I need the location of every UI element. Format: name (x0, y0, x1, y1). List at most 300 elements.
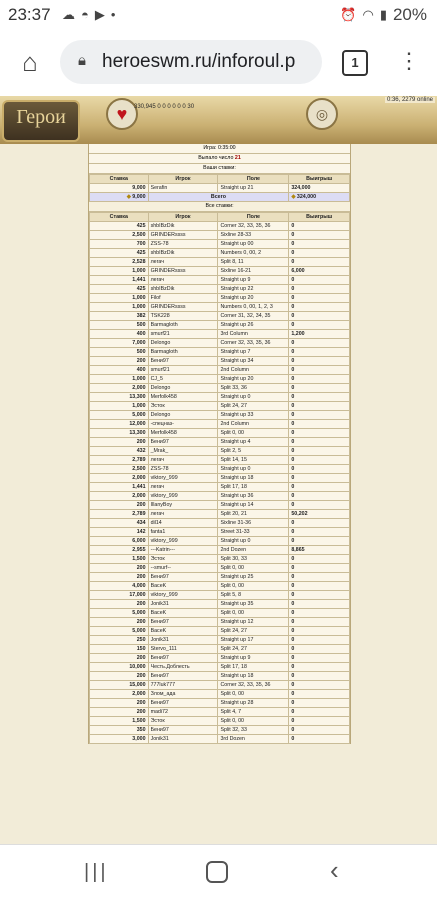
table-row (90, 321, 350, 330)
player-link[interactable]: Barmagloth (148, 321, 218, 330)
player-link[interactable]: Бени97 (148, 726, 218, 735)
table-cell: 5,000 (90, 609, 149, 618)
header-field: Поле (218, 213, 289, 222)
table-row (90, 312, 350, 321)
table-cell: Straight up 22 (218, 285, 289, 294)
table-row (90, 330, 350, 339)
menu-button[interactable] (398, 46, 420, 76)
table-cell: 5,000 (90, 627, 149, 636)
player-link[interactable]: shbIBzDik (148, 222, 218, 231)
table-cell: 200 (90, 564, 149, 573)
player-link[interactable]: Merfolk458 (148, 393, 218, 402)
table-cell: 12,000 (90, 420, 149, 429)
player-link[interactable]: Stervo_111 (148, 645, 218, 654)
table-cell: 0 (289, 285, 350, 294)
table-cell: 0 (289, 231, 350, 240)
your-bet-row: 9,000 Serafin Straight up 21 324,000 (90, 184, 350, 193)
header-bet: Ставка (90, 175, 149, 184)
table-cell: Straight up 33 (218, 411, 289, 420)
table-cell: 150 (90, 645, 149, 654)
player-link[interactable]: BaceK (148, 582, 218, 591)
table-cell: Street 31-33 (218, 528, 289, 537)
table-cell: 200 (90, 573, 149, 582)
player-link[interactable]: Бени97 (148, 672, 218, 681)
table-cell: Split 0, 00 (218, 717, 289, 726)
table-cell: 2,955 (90, 546, 149, 555)
player-link[interactable]: Эсток (148, 717, 218, 726)
table-cell: 400 (90, 330, 149, 339)
clock: 23:37 (8, 5, 51, 24)
player-link[interactable]: smurf21 (148, 366, 218, 375)
table-cell: Straight up 12 (218, 618, 289, 627)
table-cell: 0 (289, 636, 350, 645)
table-cell: Straight up 7 (218, 348, 289, 357)
table-row (90, 303, 350, 312)
table-cell: 0 (289, 645, 350, 654)
table-row (90, 636, 350, 645)
table-cell: 200 (90, 672, 149, 681)
table-cell: Straight up 00 (218, 240, 289, 249)
table-cell: Straight up 9 (218, 654, 289, 663)
table-row (90, 555, 350, 564)
table-cell: 0 (289, 717, 350, 726)
player-link[interactable]: Бени97 (148, 438, 218, 447)
player-link[interactable]: --smurf-- (148, 564, 218, 573)
table-cell: Split 0, 00 (218, 429, 289, 438)
table-row (90, 645, 350, 654)
table-cell: 2,000 (90, 492, 149, 501)
table-cell: Straight up 18 (218, 672, 289, 681)
table-row (90, 231, 350, 240)
table-cell: 50,202 (289, 510, 350, 519)
player-link[interactable]: Delongo (148, 384, 218, 393)
table-row (90, 564, 350, 573)
table-cell: 0 (289, 654, 350, 663)
table-row (90, 528, 350, 537)
table-cell: Corner 32, 33, 35, 36 (218, 339, 289, 348)
player-link[interactable]: Бени97 (148, 699, 218, 708)
game-header (0, 96, 437, 144)
player-link[interactable]: ---Katrin--- (148, 546, 218, 555)
table-row (90, 546, 350, 555)
player-link[interactable]: ZSS-78 (148, 465, 218, 474)
table-cell: Sixline 16-21 (218, 267, 289, 276)
table-row (90, 402, 350, 411)
cloud-icon: ☁ (62, 7, 75, 22)
table-cell: 0 (289, 582, 350, 591)
player-link[interactable]: легач (148, 510, 218, 519)
result-number: 21 (234, 155, 241, 161)
player-link[interactable]: GRINDERssss (148, 267, 218, 276)
table-cell: 0 (289, 357, 350, 366)
table-row (90, 627, 350, 636)
table-row (90, 474, 350, 483)
table-cell: Straight up 4 (218, 438, 289, 447)
table-cell: 0 (289, 690, 350, 699)
player-link[interactable]: GRINDERssss (148, 231, 218, 240)
player-link[interactable]: GRINDERssss (148, 303, 218, 312)
home-icon: ⌂ (22, 47, 38, 77)
table-cell: 0 (289, 276, 350, 285)
table-cell: 13,300 (90, 393, 149, 402)
header-player: Игрок (148, 213, 218, 222)
player-link[interactable]: Serafin (148, 184, 218, 193)
table-cell: 0 (289, 384, 350, 393)
table-cell: Straight up 17 (218, 636, 289, 645)
table-cell: 0 (289, 222, 350, 231)
table-cell: Corner 32, 33, 35, 36 (218, 681, 289, 690)
table-cell: Split 0, 00 (218, 564, 289, 573)
heart-icon[interactable]: ♥ (106, 98, 138, 130)
youtube-icon: ▶ (94, 7, 105, 22)
table-cell: 0 (289, 429, 350, 438)
home-button[interactable] (14, 46, 46, 78)
table-cell: 0 (289, 402, 350, 411)
table-row (90, 258, 350, 267)
player-link[interactable]: smurf21 (148, 330, 218, 339)
table-cell: Split 32, 33 (218, 726, 289, 735)
player-link[interactable]: fanta1 (148, 528, 218, 537)
table-cell: 4,000 (90, 582, 149, 591)
table-row (90, 249, 350, 258)
table-cell: 425 (90, 249, 149, 258)
table-cell: 5,000 (90, 411, 149, 420)
player-link[interactable]: Jonik31 (148, 636, 218, 645)
all-bets-table (89, 212, 350, 744)
your-bets-table (89, 174, 350, 202)
table-cell: 1,200 (289, 330, 350, 339)
your-bets-title: Ваши ставки: (89, 164, 350, 174)
table-cell: Split 14, 15 (218, 456, 289, 465)
table-cell: 6,000 (289, 267, 350, 276)
table-cell: 2,789 (90, 510, 149, 519)
gold-icon: ◆ (126, 194, 131, 200)
table-cell: Straight up 25 (218, 573, 289, 582)
table-cell: 0 (289, 564, 350, 573)
table-row (90, 465, 350, 474)
player-link[interactable]: -спецназ- (148, 420, 218, 429)
all-bets-title: Все ставки: (89, 202, 350, 212)
table-cell: 0 (289, 627, 350, 636)
battery-level: 20% (392, 5, 427, 24)
table-row (90, 735, 350, 744)
player-link[interactable]: Бени97 (148, 357, 218, 366)
table-cell: 0 (289, 663, 350, 672)
table-cell: 1,000 (90, 375, 149, 384)
table-cell: Split 24, 27 (218, 402, 289, 411)
table-cell: 425 (90, 222, 149, 231)
table-cell: Straight up 14 (218, 501, 289, 510)
player-link[interactable]: shbIBzDik (148, 249, 218, 258)
table-row (90, 357, 350, 366)
player-link[interactable]: Delongo (148, 411, 218, 420)
table-cell: 7,000 (90, 339, 149, 348)
table-row (90, 483, 350, 492)
table-cell: Split 24, 27 (218, 627, 289, 636)
home-circle-icon[interactable] (206, 861, 228, 883)
table-cell: 0 (289, 708, 350, 717)
player-link[interactable]: viktory_999 (148, 591, 218, 600)
total-row: ◆ 9,000 Всего ◆ 324,000 (90, 193, 350, 202)
table-cell: 0 (289, 699, 350, 708)
player-link[interactable]: Эсток (148, 402, 218, 411)
browser-toolbar (0, 30, 437, 97)
table-row (90, 348, 350, 357)
table-cell: 0 (289, 474, 350, 483)
player-link[interactable]: dil14 (148, 519, 218, 528)
table-cell: 3,000 (90, 735, 149, 744)
table-cell: 200 (90, 501, 149, 510)
table-cell: 2,500 (90, 231, 149, 240)
table-cell: 0 (289, 609, 350, 618)
header-player: Игрок (148, 175, 218, 184)
table-row (90, 375, 350, 384)
player-link[interactable]: _Mrak_ (148, 447, 218, 456)
table-cell: Numbers 0, 00, 1, 2, 3 (218, 303, 289, 312)
table-cell: Split 17, 18 (218, 483, 289, 492)
player-link[interactable]: Злом_ада (148, 690, 218, 699)
table-cell: Numbers 0, 00, 2 (218, 249, 289, 258)
table-cell: 2,000 (90, 690, 149, 699)
table-cell: 0 (289, 339, 350, 348)
table-row (90, 681, 350, 690)
player-link[interactable]: viktory_999 (148, 492, 218, 501)
table-cell: 0 (289, 465, 350, 474)
table-cell: Sixline 28-33 (218, 231, 289, 240)
table-cell: 0 (289, 735, 350, 744)
player-link[interactable]: Jonik31 (148, 735, 218, 744)
table-cell: 0 (289, 348, 350, 357)
table-cell: Split 0, 00 (218, 582, 289, 591)
table-cell: Split 0, 00 (218, 690, 289, 699)
table-cell: 0 (289, 726, 350, 735)
tab-switcher-button[interactable]: 1 (342, 50, 368, 76)
table-row (90, 420, 350, 429)
address-bar[interactable] (60, 40, 322, 84)
table-cell: 200 (90, 600, 149, 609)
bets-list (90, 222, 350, 744)
gold-icon: ◆ (291, 194, 296, 200)
table-cell: 200 (90, 654, 149, 663)
table-cell: 700 (90, 240, 149, 249)
player-link[interactable]: Merfolk458 (148, 429, 218, 438)
table-row (90, 654, 350, 663)
table-row (90, 573, 350, 582)
table-cell: 0 (289, 249, 350, 258)
lock-icon: 🔒︎ (78, 52, 86, 69)
table-cell: Straight up 26 (218, 321, 289, 330)
table-cell: 1,000 (90, 303, 149, 312)
recents-icon[interactable]: ||| (84, 861, 109, 883)
player-link[interactable]: Jonik31 (148, 600, 218, 609)
table-cell: 0 (289, 366, 350, 375)
table-cell: 142 (90, 528, 149, 537)
table-row (90, 519, 350, 528)
player-link[interactable]: Бени97 (148, 654, 218, 663)
back-icon[interactable]: ‹ (330, 855, 339, 885)
table-cell: 17,000 (90, 591, 149, 600)
table-cell: Straight up 9 (218, 276, 289, 285)
table-row (90, 267, 350, 276)
table-cell: 434 (90, 519, 149, 528)
table-cell: 0 (289, 375, 350, 384)
table-cell: 2,500 (90, 465, 149, 474)
table-row (90, 447, 350, 456)
page-content[interactable] (0, 144, 437, 844)
player-link[interactable]: shbIBzDik (148, 285, 218, 294)
table-row (90, 582, 350, 591)
player-link[interactable]: Бени97 (148, 618, 218, 627)
table-cell: 0 (289, 600, 350, 609)
table-cell: 2nd Column (218, 420, 289, 429)
table-row (90, 429, 350, 438)
table-cell: 200 (90, 699, 149, 708)
table-cell: 382 (90, 312, 149, 321)
table-cell: 10,000 (90, 663, 149, 672)
table-cell: 200 (90, 438, 149, 447)
table-cell: 1,000 (90, 294, 149, 303)
header-field: Поле (218, 175, 289, 184)
table-cell: 0 (289, 312, 350, 321)
player-link[interactable]: BaceK (148, 627, 218, 636)
table-cell: 0 (289, 492, 350, 501)
player-link[interactable]: Filof (148, 294, 218, 303)
table-row (90, 537, 350, 546)
player-link[interactable]: легач (148, 258, 218, 267)
table-cell: Straight up 20 (218, 294, 289, 303)
table-cell: Straight up 20 (218, 375, 289, 384)
table-cell: Sixline 31-36 (218, 519, 289, 528)
table-cell: 0 (289, 456, 350, 465)
table-row (90, 240, 350, 249)
table-cell: Straight up 0 (218, 465, 289, 474)
table-cell: 0 (289, 393, 350, 402)
table-cell: 2,528 (90, 258, 149, 267)
player-link[interactable]: Эсток (148, 555, 218, 564)
table-row (90, 672, 350, 681)
table-cell: Straight up 0 (218, 393, 289, 402)
player-link[interactable]: TSK228 (148, 312, 218, 321)
table-cell: Split 20, 21 (218, 510, 289, 519)
table-cell: 1,000 (90, 267, 149, 276)
player-link[interactable]: viktory_999 (148, 474, 218, 483)
result-line: Выпало число 21 (89, 154, 350, 164)
table-cell: 0 (289, 573, 350, 582)
player-link[interactable]: легач (148, 456, 218, 465)
wifi-icon: ◠ (362, 7, 374, 22)
table-cell: 0 (289, 438, 350, 447)
table-cell: 0 (289, 618, 350, 627)
header-bet: Ставка (90, 213, 149, 222)
table-cell: Split 33, 36 (218, 384, 289, 393)
table-cell: 8,865 (289, 546, 350, 555)
table-row (90, 618, 350, 627)
table-row (90, 708, 350, 717)
roulette-panel (88, 144, 351, 744)
table-cell: 500 (90, 321, 149, 330)
table-cell: 1,441 (90, 483, 149, 492)
table-row (90, 690, 350, 699)
header-win: Выигрыш (289, 175, 350, 184)
table-row (90, 438, 350, 447)
table-cell: 1,441 (90, 276, 149, 285)
table-cell: 0 (289, 411, 350, 420)
table-cell: 6,000 (90, 537, 149, 546)
online-counter: 0:36, 2279 online (386, 97, 433, 103)
table-row (90, 492, 350, 501)
table-cell: 0 (289, 672, 350, 681)
player-link[interactable]: Delongo (148, 339, 218, 348)
table-cell: Split 17, 18 (218, 663, 289, 672)
player-link[interactable]: легач (148, 276, 218, 285)
table-cell: 0 (289, 591, 350, 600)
table-cell: Corner 32, 33, 35, 36 (218, 222, 289, 231)
player-link[interactable]: IllanyBoy (148, 501, 218, 510)
player-link[interactable]: ZSS-78 (148, 240, 218, 249)
player-link[interactable]: легач (148, 483, 218, 492)
table-cell: Split 5, 8 (218, 591, 289, 600)
table-row (90, 393, 350, 402)
table-cell: 0 (289, 447, 350, 456)
player-link[interactable]: 777luk777 (148, 681, 218, 690)
player-link[interactable]: viktory_999 (148, 537, 218, 546)
table-row (90, 276, 350, 285)
player-link[interactable]: CJ_5 (148, 375, 218, 384)
table-cell: Straight up 28 (218, 699, 289, 708)
table-cell: Split 24, 27 (218, 645, 289, 654)
table-cell: 400 (90, 366, 149, 375)
table-cell: 0 (289, 519, 350, 528)
table-row (90, 384, 350, 393)
table-cell: Straight up 35 (218, 600, 289, 609)
table-cell: 0 (289, 240, 350, 249)
table-row (90, 726, 350, 735)
alarm-icon: ⏰ (340, 7, 357, 22)
table-cell: 425 (90, 285, 149, 294)
table-row (90, 456, 350, 465)
table-cell: 2nd Column (218, 366, 289, 375)
android-nav-bar (0, 844, 437, 901)
table-cell: 0 (289, 555, 350, 564)
player-link[interactable]: madi72 (148, 708, 218, 717)
more-notifications-icon: • (110, 7, 116, 22)
table-cell: Split 30, 33 (218, 555, 289, 564)
player-link[interactable]: Бени97 (148, 573, 218, 582)
ring-icon[interactable]: ◎ (306, 98, 338, 130)
incognito-icon: ◓ (81, 7, 89, 22)
table-row (90, 510, 350, 519)
table-cell: 2,000 (90, 474, 149, 483)
table-row (90, 411, 350, 420)
url-text: heroeswm.ru/inforoul.p (102, 51, 296, 72)
table-cell: 500 (90, 348, 149, 357)
table-row (90, 501, 350, 510)
game-logo[interactable]: Герои (2, 100, 80, 142)
player-link[interactable]: BaceK (148, 609, 218, 618)
game-time: Игра: 0:35:00 (89, 144, 350, 154)
signal-icon: ▮ (379, 7, 387, 22)
table-cell: 0 (289, 537, 350, 546)
table-cell: 200 (90, 618, 149, 627)
more-vert-icon: ⋮ (398, 48, 420, 73)
player-link[interactable]: Честь.Доблесть (148, 663, 218, 672)
table-cell: Split 8, 11 (218, 258, 289, 267)
player-link[interactable]: Barmagloth (148, 348, 218, 357)
table-cell: Split 2, 5 (218, 447, 289, 456)
table-cell: 0 (289, 483, 350, 492)
table-cell: 15,000 (90, 681, 149, 690)
table-cell: 3rd Column (218, 330, 289, 339)
